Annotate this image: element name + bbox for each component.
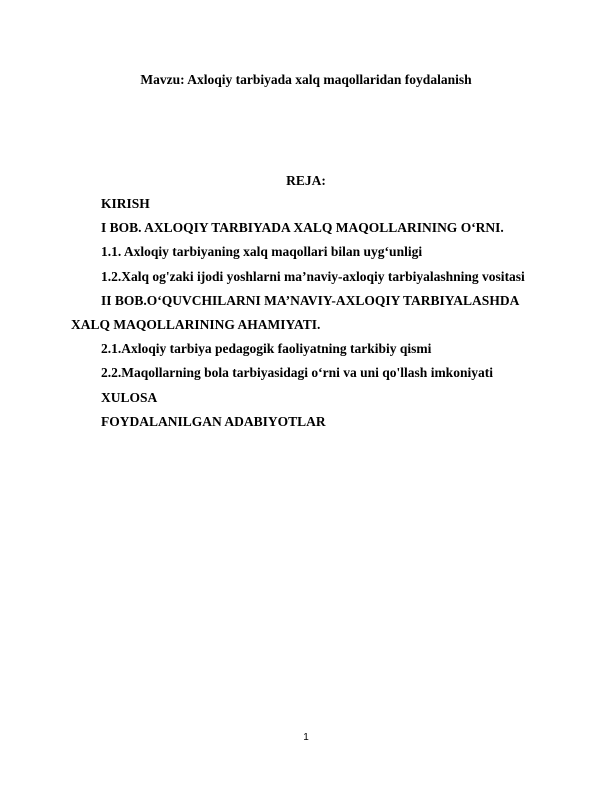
toc-item-section-2-2: 2.2.Maqollarning bola tarbiyasidagi o‘rni va uni qo'llash imkoniyati bbox=[101, 365, 493, 381]
toc-item-chapter-1: I BOB. AXLOQIY TARBIYADA XALQ MAQOLLARINING O‘RNI. bbox=[101, 220, 504, 236]
toc-item-conclusion: XULOSA bbox=[101, 389, 158, 405]
toc-item-references: FOYDALANILGAN ADABIYOTLAR bbox=[101, 413, 326, 429]
toc-item-section-1-1: 1.1. Axloqiy tarbiyaning xalq maqollari bilan uyg‘unligi bbox=[101, 244, 423, 260]
table-of-contents bbox=[71, 192, 541, 434]
toc-item-introduction: KIRISH bbox=[101, 196, 150, 211]
toc-item-section-1-2: 1.2.Xalq og'zaki ijodi yoshlarni ma’naviy-axloqiy tarbiyalashning vositasi bbox=[101, 268, 525, 284]
page-number: 1 bbox=[303, 732, 309, 743]
toc-item-section-2-1: 2.1.Axloqiy tarbiya pedagogik faoliyatning tarkibiy qismi bbox=[101, 341, 432, 357]
plan-heading: REJA: bbox=[286, 173, 326, 188]
document-title: Mavzu: Axloqiy tarbiyada xalq maqollaridan foydalanish bbox=[140, 72, 472, 87]
toc-item-chapter-2: II BOB.O‘QUVCHILARNI MA’NAVIY-AXLOQIY TARBIYALASHDA XALQ MAQOLLARINING AHAMIYATI. bbox=[71, 292, 519, 333]
